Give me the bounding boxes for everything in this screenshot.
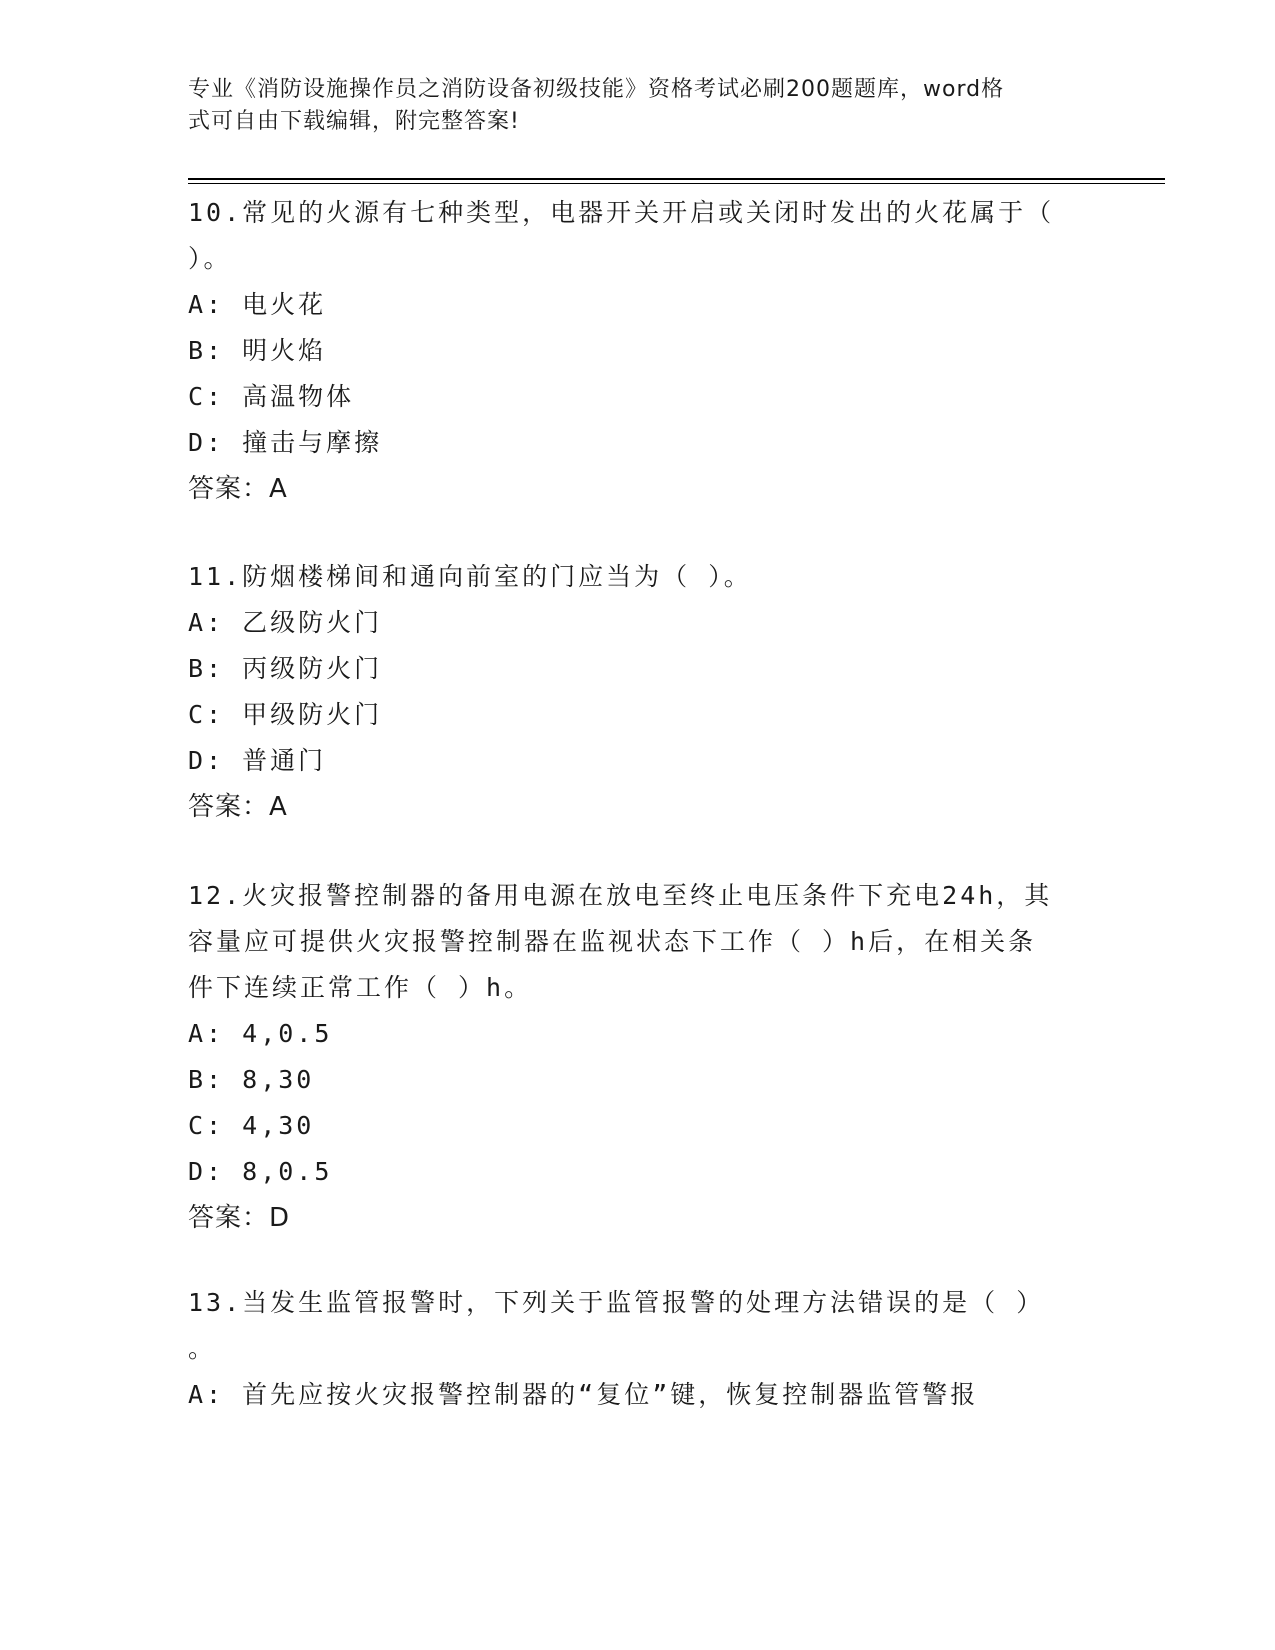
question-stem-line: 容量应可提供火灾报警控制器在监视状态下工作（ ）h后，在相关条 bbox=[188, 927, 1037, 956]
question-stem-line: ）。 bbox=[188, 244, 232, 273]
header-divider-thick bbox=[188, 178, 1165, 180]
question-11 bbox=[188, 554, 1088, 830]
option-a: A: 首先应按火灾报警控制器的“复位”键，恢复控制器监管警报 bbox=[188, 1380, 979, 1409]
question-12 bbox=[188, 873, 1088, 1241]
option-d: D: 撞击与摩擦 bbox=[188, 428, 383, 457]
question-stem-line: 件下连续正常工作（ ）h。 bbox=[188, 973, 533, 1002]
header-line-1: 专业《消防设施操作员之消防设备初级技能》资格考试必刷200题题库，word格 bbox=[188, 77, 1005, 102]
question-stem-line: 。 bbox=[188, 1334, 217, 1363]
option-c: C: 4,30 bbox=[188, 1111, 315, 1140]
question-stem-line: 13.当发生监管报警时，下列关于监管报警的处理方法错误的是（ ） bbox=[188, 1288, 1045, 1317]
option-b: B: 明火焰 bbox=[188, 336, 327, 365]
question-stem-line: 11.防烟楼梯间和通向前室的门应当为（ ）。 bbox=[188, 562, 752, 591]
option-a: A: 乙级防火门 bbox=[188, 608, 383, 637]
answer-line: 答案：A bbox=[188, 474, 288, 504]
option-c: C: 高温物体 bbox=[188, 382, 355, 411]
header-line-2: 式可自由下载编辑，附完整答案! bbox=[188, 109, 520, 134]
header-divider-thin bbox=[188, 183, 1165, 184]
question-13 bbox=[188, 1280, 1088, 1418]
question-10 bbox=[188, 190, 1088, 512]
question-stem-line: 12.火灾报警控制器的备用电源在放电至终止电压条件下充电24h，其 bbox=[188, 881, 1053, 910]
answer-line: 答案：D bbox=[188, 1203, 291, 1233]
option-d: D: 8,0.5 bbox=[188, 1157, 333, 1186]
document-header bbox=[188, 74, 1068, 138]
option-b: B: 8,30 bbox=[188, 1065, 315, 1094]
option-c: C: 甲级防火门 bbox=[188, 700, 383, 729]
question-stem-line: 10.常见的火源有七种类型，电器开关开启或关闭时发出的火花属于（ bbox=[188, 198, 1055, 227]
option-a: A: 电火花 bbox=[188, 290, 327, 319]
answer-line: 答案：A bbox=[188, 792, 288, 822]
option-a: A: 4,0.5 bbox=[188, 1019, 333, 1048]
option-b: B: 丙级防火门 bbox=[188, 654, 383, 683]
option-d: D: 普通门 bbox=[188, 746, 327, 775]
